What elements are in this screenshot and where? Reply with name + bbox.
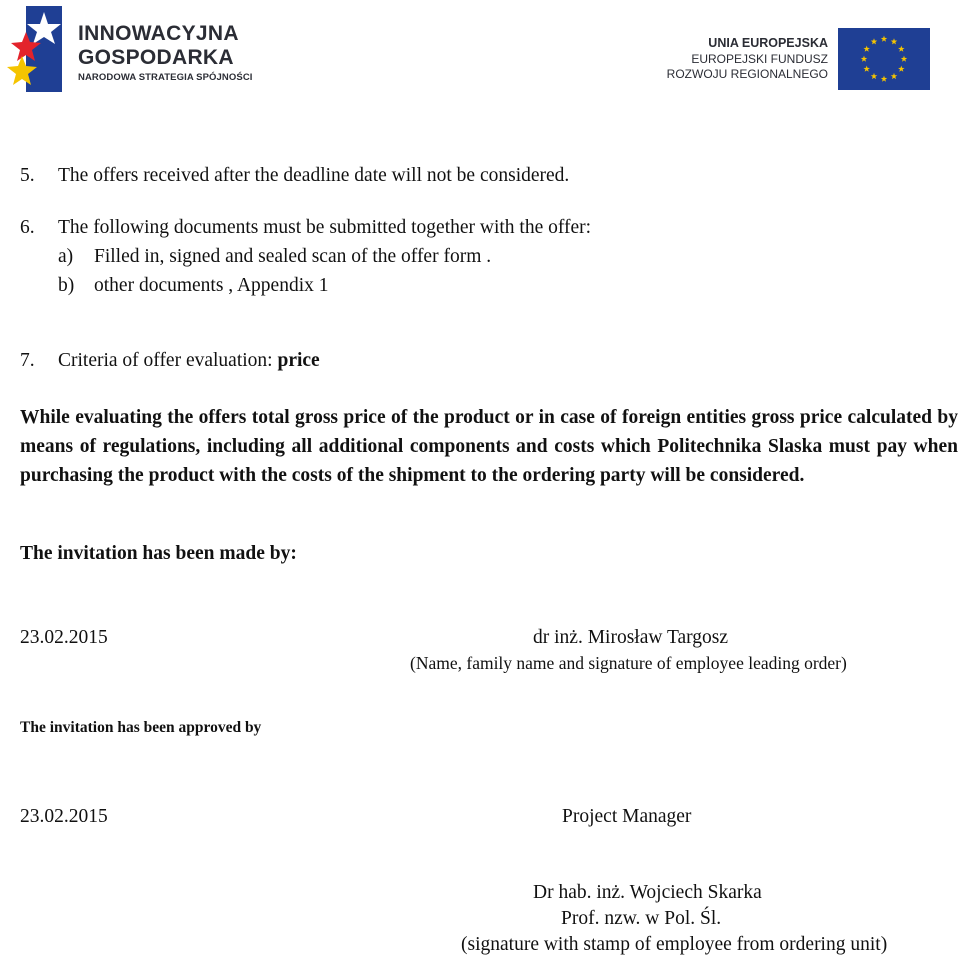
- invitation-approved-date: 23.02.2015: [20, 806, 108, 827]
- invitation-approved-role: Project Manager: [562, 806, 692, 827]
- logo-line-rozwoju: ROZWOJU REGIONALNEGO: [666, 67, 828, 81]
- eu-fund-logo: [660, 24, 936, 94]
- logo-line-fundusz: EUROPEJSKI FUNDUSZ: [691, 52, 828, 66]
- invitation-made-date: 23.02.2015: [20, 627, 108, 648]
- logo-line-unia: UNIA EUROPEJSKA: [708, 36, 828, 50]
- invitation-approved-heading: The invitation has been approved by: [20, 719, 262, 736]
- evaluation-paragraph: While evaluating the offers total gross price of the product or in case of foreign entities gross price calculated by means of regulations, including all additional components and costs which Politechnika Slaska must pay when purchasing the product with the costs of the shipment to the ordering party will be considered.: [20, 407, 958, 486]
- logo-line-strategia: NARODOWA STRATEGIA SPÓJNOŚCI: [78, 72, 253, 83]
- item-6-number: 6.: [20, 217, 35, 238]
- star-emblem-icon: [6, 6, 62, 92]
- logo-line-gospodarka: GOSPODARKA: [78, 46, 234, 69]
- invitation-made-heading: The invitation has been made by:: [20, 543, 297, 564]
- innowacyjna-gospodarka-logo: [6, 6, 276, 94]
- invitation-approved-caption: (signature with stamp of employee from ordering unit): [461, 934, 888, 955]
- item-7-number: 7.: [20, 350, 35, 371]
- item-6-text: The following documents must be submitted together with the offer:: [58, 217, 592, 238]
- item-7-text: Criteria of offer evaluation:: [58, 350, 278, 371]
- item-6a-marker: a): [58, 246, 74, 267]
- item-6a-text: Filled in, signed and sealed scan of the offer form .: [94, 246, 492, 267]
- item-7-price-label: price: [277, 350, 320, 371]
- invitation-approved-name-line2: Prof. nzw. w Pol. Śl.: [561, 908, 722, 929]
- logo-line-innowacyjna: INNOWACYJNA: [78, 22, 239, 45]
- invitation-made-name: dr inż. Mirosław Targosz: [533, 627, 729, 648]
- item-5-text: The offers received after the deadline date will not be considered.: [58, 165, 570, 186]
- invitation-made-caption: (Name, family name and signature of employee leading order): [410, 653, 847, 673]
- item-5-number: 5.: [20, 165, 35, 186]
- item-6b-text: other documents , Appendix 1: [94, 275, 329, 296]
- item-6b-marker: b): [58, 275, 75, 296]
- invitation-approved-name-line1: Dr hab. inż. Wojciech Skarka: [533, 882, 762, 903]
- eu-flag-icon: [838, 28, 930, 90]
- item-7-line: [58, 346, 320, 375]
